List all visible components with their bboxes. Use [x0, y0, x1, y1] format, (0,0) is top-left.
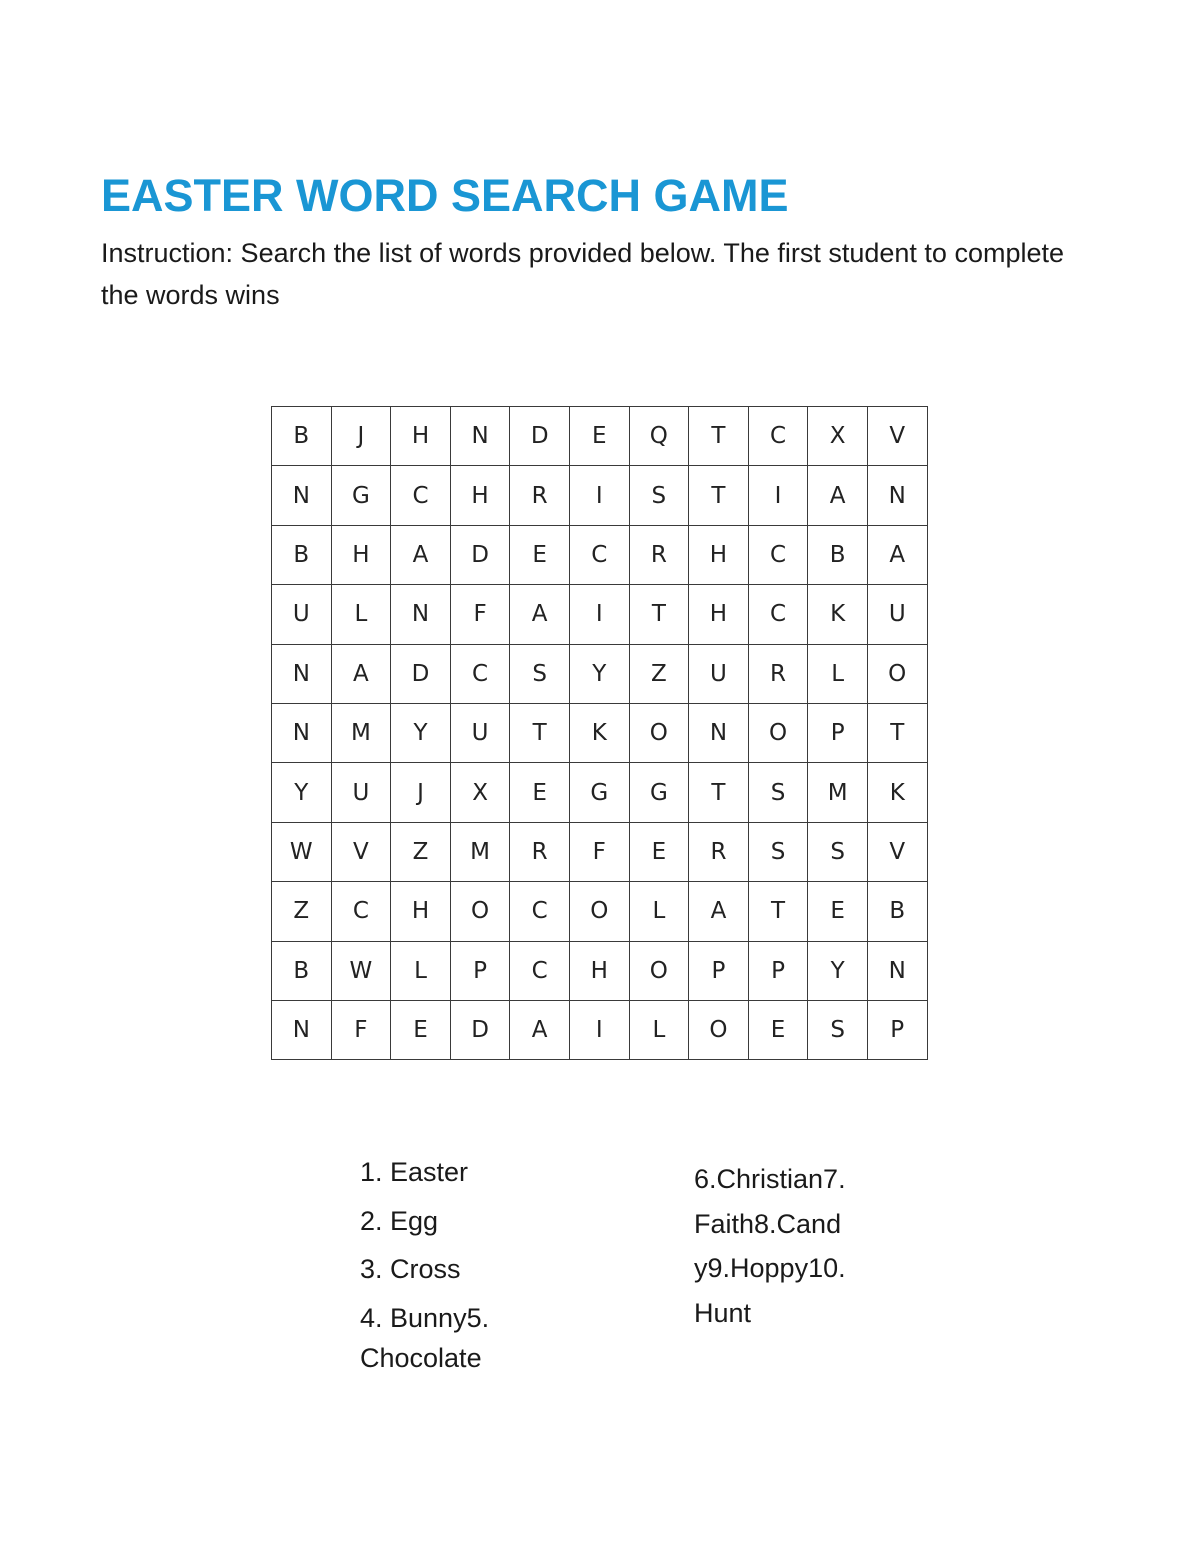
grid-cell: E — [391, 1000, 451, 1059]
grid-cell: U — [867, 585, 927, 644]
grid-cell: E — [510, 763, 570, 822]
grid-cell: L — [629, 1000, 689, 1059]
grid-cell: H — [689, 525, 749, 584]
grid-cell: Y — [569, 644, 629, 703]
grid-cell: H — [391, 882, 451, 941]
word-list-item: 1. Easter — [360, 1157, 469, 1187]
grid-cell: U — [450, 703, 510, 762]
grid-cell: Z — [629, 644, 689, 703]
grid-cell: F — [331, 1000, 391, 1059]
grid-cell: Q — [629, 407, 689, 466]
grid-cell: L — [629, 882, 689, 941]
grid-row — [272, 1000, 928, 1059]
word-list-item: Chocolate — [360, 1342, 482, 1373]
grid-cell: O — [748, 703, 808, 762]
grid-cell: H — [391, 407, 451, 466]
word-list-item: Hunt — [694, 1297, 752, 1328]
grid-cell: S — [748, 822, 808, 881]
grid-cell: N — [391, 585, 451, 644]
grid-cell: V — [331, 822, 391, 881]
grid-cell: R — [748, 644, 808, 703]
grid-cell: N — [272, 703, 332, 762]
grid-cell: I — [569, 1000, 629, 1059]
instruction-text: Instruction: Search the list of words provided below. The first student to complete the words wins — [101, 238, 1064, 310]
grid-cell: V — [867, 822, 927, 881]
grid-cell: C — [748, 407, 808, 466]
grid-cell: N — [689, 703, 749, 762]
grid-cell: R — [689, 822, 749, 881]
grid-cell: Z — [272, 882, 332, 941]
grid-cell: O — [450, 882, 510, 941]
grid-row — [272, 763, 928, 822]
grid-cell: L — [808, 644, 868, 703]
grid-cell: H — [450, 466, 510, 525]
grid-row — [272, 882, 928, 941]
grid-cell: K — [569, 703, 629, 762]
word-list-item: 4. Bunny5. — [360, 1302, 490, 1333]
grid-cell: T — [510, 703, 570, 762]
grid-cell: B — [272, 407, 332, 466]
grid-cell: A — [510, 1000, 570, 1059]
grid-cell: C — [450, 644, 510, 703]
word-list-item: 6.Christian7. — [694, 1164, 846, 1194]
grid-cell: S — [748, 763, 808, 822]
grid-row — [272, 703, 928, 762]
grid-row — [272, 407, 928, 466]
word-list-item: 2. Egg — [360, 1205, 439, 1236]
grid-cell: T — [748, 882, 808, 941]
grid-cell: I — [748, 466, 808, 525]
grid-cell: E — [629, 822, 689, 881]
grid-cell: A — [867, 525, 927, 584]
grid-cell: T — [689, 407, 749, 466]
grid-cell: P — [748, 941, 808, 1000]
grid-cell: R — [629, 525, 689, 584]
grid-cell: F — [450, 585, 510, 644]
grid-cell: A — [331, 644, 391, 703]
grid-cell: R — [510, 822, 570, 881]
grid-cell: T — [689, 763, 749, 822]
grid-cell: U — [689, 644, 749, 703]
grid-cell: M — [450, 822, 510, 881]
word-list-item: y9.Hoppy10. — [694, 1253, 846, 1283]
grid-cell: B — [808, 525, 868, 584]
grid-cell: N — [272, 644, 332, 703]
grid-cell: G — [331, 466, 391, 525]
word-list-left — [360, 1152, 560, 1386]
grid-cell: S — [629, 466, 689, 525]
grid-cell: Y — [808, 941, 868, 1000]
grid-cell: X — [808, 407, 868, 466]
grid-cell: W — [272, 822, 332, 881]
grid-row — [272, 822, 928, 881]
grid-row — [272, 525, 928, 584]
grid-cell: Z — [391, 822, 451, 881]
grid-cell: A — [689, 882, 749, 941]
grid-cell: C — [748, 585, 808, 644]
grid-cell: B — [867, 882, 927, 941]
grid-cell: A — [808, 466, 868, 525]
grid-cell: I — [569, 466, 629, 525]
grid-cell: O — [867, 644, 927, 703]
word-search-grid — [271, 406, 928, 1060]
grid-cell: C — [510, 941, 570, 1000]
grid-cell: W — [331, 941, 391, 1000]
grid-row — [272, 585, 928, 644]
grid-cell: N — [272, 466, 332, 525]
grid-cell: P — [867, 1000, 927, 1059]
grid-cell: T — [867, 703, 927, 762]
grid-cell: O — [629, 703, 689, 762]
grid-cell: L — [331, 585, 391, 644]
grid-cell: C — [510, 882, 570, 941]
grid-cell: L — [391, 941, 451, 1000]
grid-cell: B — [272, 941, 332, 1000]
grid-cell: I — [569, 585, 629, 644]
grid-cell: T — [629, 585, 689, 644]
grid-cell: P — [689, 941, 749, 1000]
grid-cell: S — [510, 644, 570, 703]
grid-cell: K — [867, 763, 927, 822]
grid-cell: D — [391, 644, 451, 703]
grid-cell: S — [808, 1000, 868, 1059]
grid-row — [272, 466, 928, 525]
grid-row — [272, 941, 928, 1000]
page-title: EASTER WORD SEARCH GAME — [101, 170, 789, 221]
grid-cell: A — [391, 525, 451, 584]
word-list-item: 3. Cross — [360, 1254, 461, 1284]
grid-cell: F — [569, 822, 629, 881]
grid-cell: N — [450, 407, 510, 466]
grid-cell: V — [867, 407, 927, 466]
grid-cell: K — [808, 585, 868, 644]
grid-cell: M — [331, 703, 391, 762]
grid-cell: A — [510, 585, 570, 644]
grid-cell: R — [510, 466, 570, 525]
grid-cell: G — [569, 763, 629, 822]
grid-cell: C — [748, 525, 808, 584]
grid-cell: G — [629, 763, 689, 822]
grid-cell: J — [391, 763, 451, 822]
grid-cell: U — [331, 763, 391, 822]
grid-cell: J — [331, 407, 391, 466]
grid-cell: Y — [391, 703, 451, 762]
word-list-item: Faith8.Cand — [694, 1208, 842, 1239]
grid-row — [272, 644, 928, 703]
grid-cell: T — [689, 466, 749, 525]
grid-cell: C — [331, 882, 391, 941]
grid-cell: P — [450, 941, 510, 1000]
grid-cell: H — [689, 585, 749, 644]
grid-cell: U — [272, 585, 332, 644]
grid-cell: E — [748, 1000, 808, 1059]
grid-cell: E — [808, 882, 868, 941]
grid-cell: H — [569, 941, 629, 1000]
grid-cell: B — [272, 525, 332, 584]
grid-cell: P — [808, 703, 868, 762]
grid-cell: M — [808, 763, 868, 822]
grid-cell: O — [629, 941, 689, 1000]
grid-cell: N — [867, 466, 927, 525]
grid-cell: H — [331, 525, 391, 584]
grid-cell: C — [391, 466, 451, 525]
grid-cell: E — [569, 407, 629, 466]
grid-cell: S — [808, 822, 868, 881]
word-list-right — [694, 1157, 894, 1335]
grid-cell: X — [450, 763, 510, 822]
grid-cell: Y — [272, 763, 332, 822]
grid-cell: N — [272, 1000, 332, 1059]
grid-cell: E — [510, 525, 570, 584]
grid-cell: O — [569, 882, 629, 941]
grid-cell: O — [689, 1000, 749, 1059]
grid-cell: N — [867, 941, 927, 1000]
grid-cell: D — [450, 525, 510, 584]
grid-cell: D — [510, 407, 570, 466]
grid-cell: C — [569, 525, 629, 584]
grid-cell: D — [450, 1000, 510, 1059]
